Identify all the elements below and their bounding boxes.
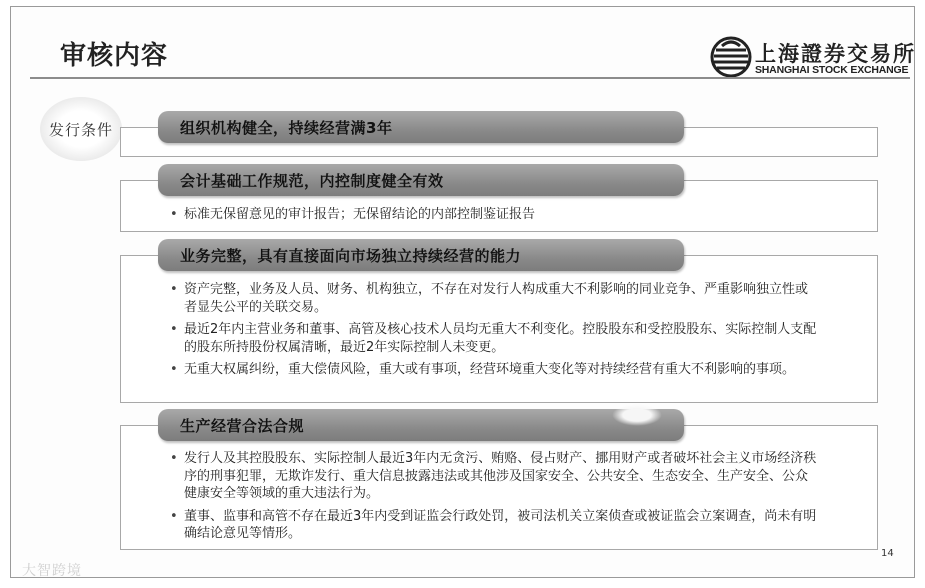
scan-smudge: [612, 404, 662, 426]
page-number: 14: [881, 548, 894, 559]
logo-name-en: SHANGHAI STOCK EXCHANGE: [755, 64, 909, 76]
list-item: • 发行人及其控股股东、实际控制人最近3年内无贪污、贿赂、侵占财产、挪用财产或者破坏社会主义市场经济秩序的刑事犯罪，无欺诈发行、重大信息披露违法或其他涉及国家安全、公共安全、生态安全、生产安全、公众健康安全等领域的重大违法行为。: [170, 450, 820, 503]
list-item: • 标准无保留意见的审计报告；无保留结论的内部控制鉴证报告: [170, 206, 820, 224]
section-heading-1: 组织机构健全，持续经营满3年: [158, 111, 684, 143]
page-title: 审核内容: [60, 41, 169, 71]
section-bullets-2: [170, 206, 820, 229]
list-item: • 无重大权属纠纷，重大偿债风险，重大或有事项，经营环境重大变化等对持续经营有重大不利影响的事项。: [170, 361, 820, 379]
watermark: 大智跨境: [22, 563, 82, 579]
list-item: • 最近2年内主营业务和董事、高管及核心技术人员均无重大不利变化。控股股东和受控股股东、实际控制人支配的股东所持股份权属清晰，最近2年实际控制人未变更。: [170, 321, 820, 356]
section-heading-2: 会计基础工作规范，内控制度健全有效: [158, 164, 684, 196]
sse-logo-icon: [710, 36, 752, 78]
section-heading-3: 业务完整，具有直接面向市场独立持续经营的能力: [158, 239, 684, 271]
section-bullets-3: [170, 281, 820, 384]
title-divider: [30, 77, 910, 79]
logo-name-cn: 上海證券交易所: [755, 41, 916, 66]
side-label-issuance-conditions: 发行条件: [40, 97, 122, 161]
list-item: • 董事、监事和高管不存在最近3年内受到证监会行政处罚，被司法机关立案侦查或被证监会立案调查，尚未有明确结论意见等情形。: [170, 508, 820, 543]
list-item: • 资产完整，业务及人员、财务、机构独立，不存在对发行人构成重大不利影响的同业竞争、严重影响独立性或者显失公平的关联交易。: [170, 281, 820, 316]
section-heading-4: 生产经营合法合规: [158, 409, 684, 441]
section-bullets-4: [170, 450, 820, 548]
sse-logo: [710, 36, 916, 80]
